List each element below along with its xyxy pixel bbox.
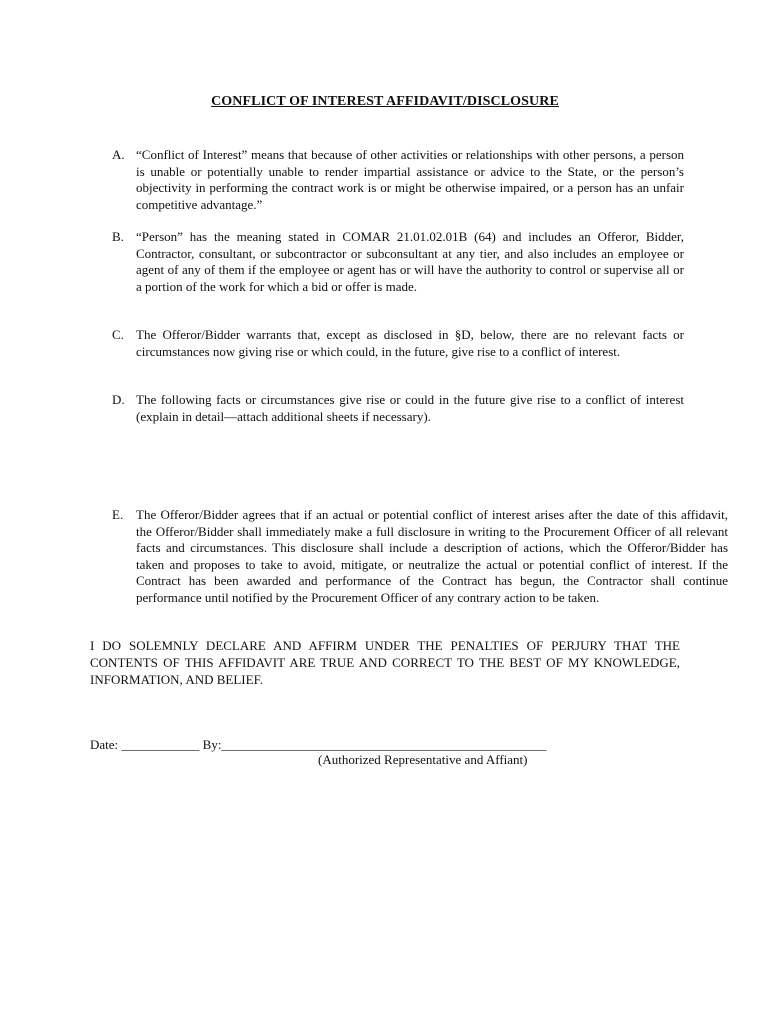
clause-b-text: “Person” has the meaning stated in COMAR 21.01.02.01B (64) and includes an Offeror, Bidder, Contractor, consultant, or subcontractor or subconsultant at any tier, and also includes an employee or agent of any of them if the employee or agent has or will have the authority to control or supervise all or a portion of the work for which a bid or offer is made.: [136, 229, 684, 294]
clause-d-text: The following facts or circumstances give rise or could in the future give rise to a conflict of interest (explain in detail—attach additional sheets if necessary).: [136, 392, 684, 424]
clause-b: [112, 229, 684, 295]
clause-e-letter: E.: [112, 507, 124, 522]
clause-a-text: “Conflict of Interest” means that because of other activities or relationships with other persons, a person is unable or potentially unable to render impartial assistance or advice to the State, or the person’s objectivity in performing the contract work is or might be otherwise impaired, or a person has an unfair competitive advantage.”: [136, 147, 684, 212]
clause-e: [112, 507, 728, 607]
clause-d-letter: D.: [112, 392, 125, 407]
clause-c-text: The Offeror/Bidder warrants that, except as disclosed in §D, below, there are no relevant facts or circumstances now giving rise or which could, in the future, give rise to a conflict of interest.: [136, 327, 684, 359]
perjury-declaration: I DO SOLEMNLY DECLARE AND AFFIRM UNDER THE PENALTIES OF PERJURY THAT THE CONTENTS OF THIS AFFIDAVIT ARE TRUE AND CORRECT TO THE BEST OF MY KNOWLEDGE, INFORMATION, AND BELIEF.: [90, 638, 680, 687]
clause-d: [112, 392, 684, 425]
clause-a-letter: A.: [112, 147, 125, 162]
clause-a: [112, 147, 684, 213]
document-title: CONFLICT OF INTEREST AFFIDAVIT/DISCLOSURE: [211, 94, 559, 109]
clause-c-letter: C.: [112, 327, 124, 342]
date-and-signature-line: Date: ____________ By:__________________________________________________: [90, 737, 547, 752]
signature-caption: (Authorized Representative and Affiant): [318, 752, 528, 767]
clause-b-letter: B.: [112, 229, 124, 244]
clause-e-text: The Offeror/Bidder agrees that if an actual or potential conflict of interest arises after the date of this affidavit, the Offeror/Bidder shall immediately make a full disclosure in writing to the Procurement Officer of all relevant facts and circumstances. This disclosure shall include a description of actions, which the Offeror/Bidder has taken and proposes to take to avoid, mitigate, or neutralize the actual or potential conflict of interest. If the Contract has been awarded and performance of the Contract has begun, the Contractor shall continue performance until notified by the Procurement Officer of any contrary action to be taken.: [136, 507, 728, 605]
clause-c: [112, 327, 684, 360]
